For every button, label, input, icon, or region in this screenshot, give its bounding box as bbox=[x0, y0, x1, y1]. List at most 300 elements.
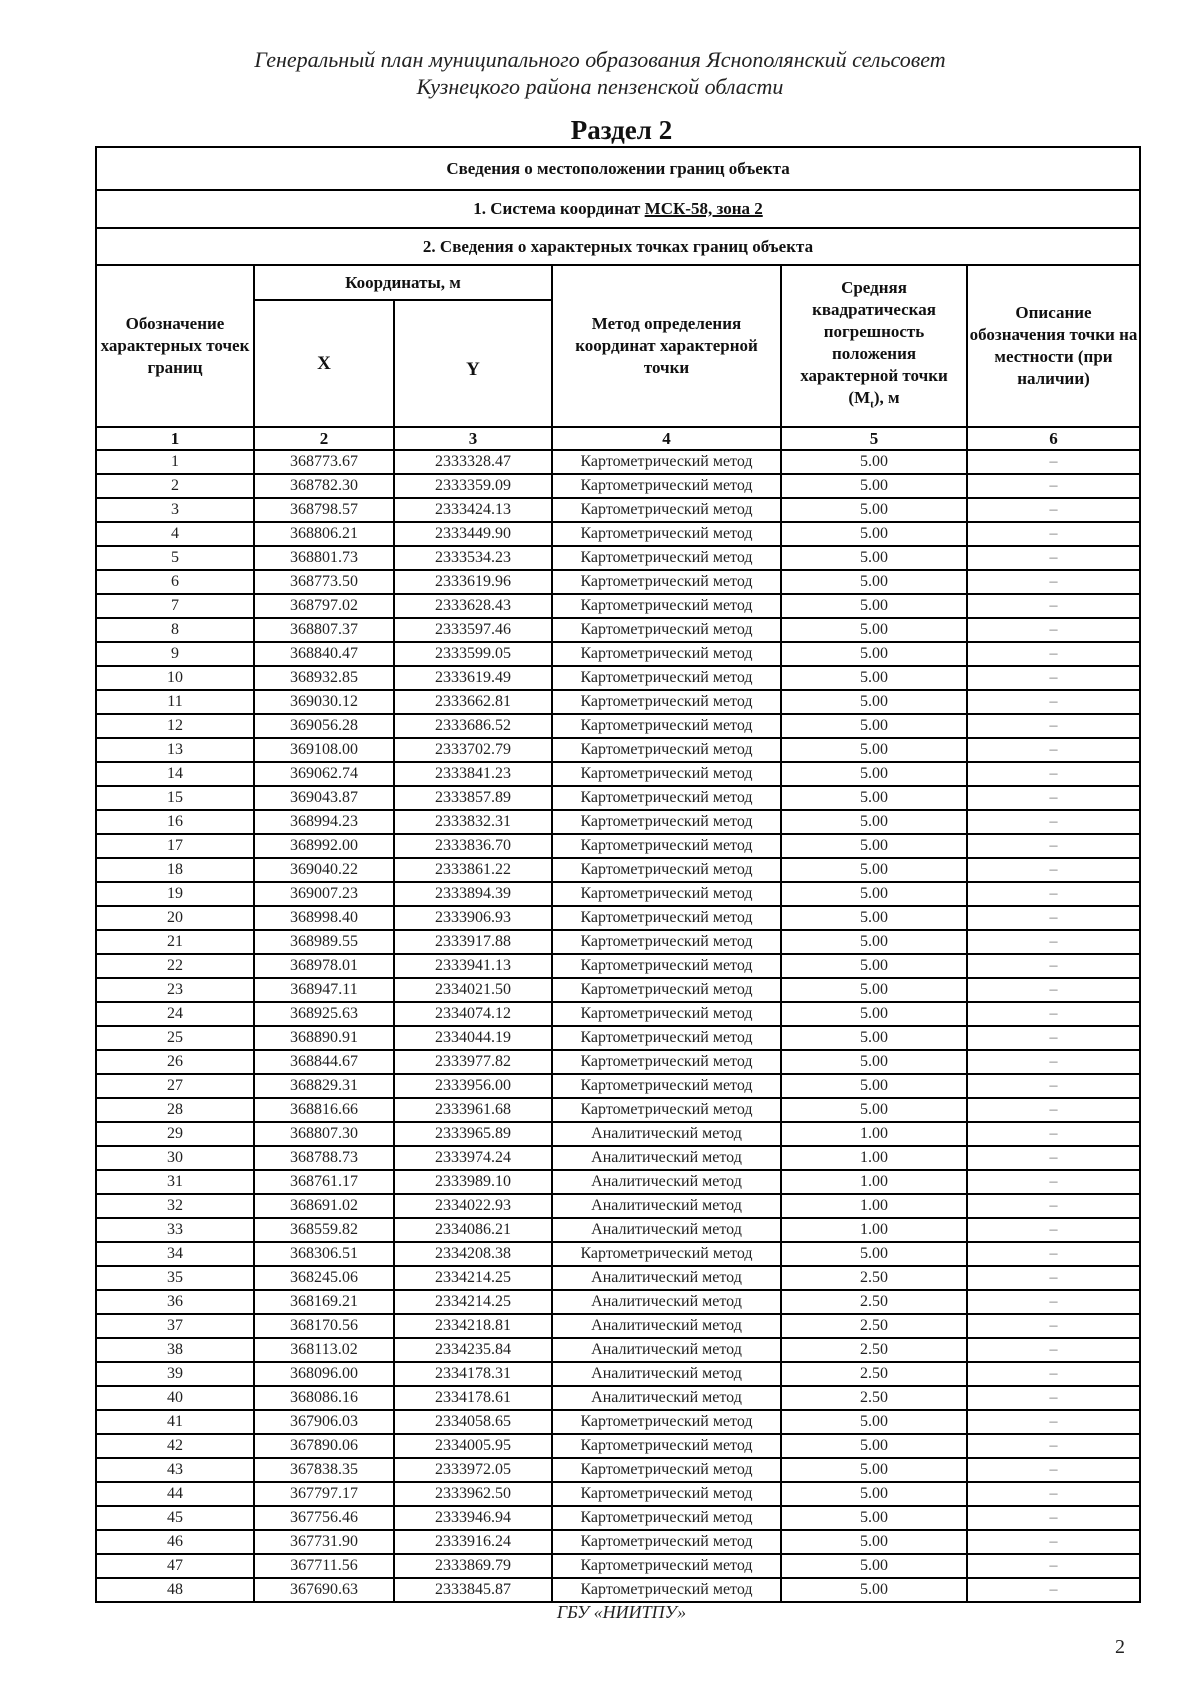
cell-point-id: 11 bbox=[96, 690, 254, 714]
cell-accuracy: 5.00 bbox=[781, 1578, 967, 1602]
cell-coord-y: 2333599.05 bbox=[394, 642, 552, 666]
cell-description: – bbox=[967, 1410, 1140, 1434]
cell-accuracy: 5.00 bbox=[781, 786, 967, 810]
table-row bbox=[96, 738, 1140, 762]
cell-accuracy: 5.00 bbox=[781, 1026, 967, 1050]
cell-accuracy: 5.00 bbox=[781, 738, 967, 762]
cell-coord-y: 2333894.39 bbox=[394, 882, 552, 906]
cell-method: Картометрический метод bbox=[552, 1026, 781, 1050]
cell-method: Картометрический метод bbox=[552, 1578, 781, 1602]
header-row-1 bbox=[96, 265, 1140, 300]
table-row bbox=[96, 1266, 1140, 1290]
cell-point-id: 37 bbox=[96, 1314, 254, 1338]
cell-coord-x: 368306.51 bbox=[254, 1242, 394, 1266]
cell-method: Картометрический метод bbox=[552, 498, 781, 522]
cell-coord-x: 367711.56 bbox=[254, 1554, 394, 1578]
cell-point-id: 28 bbox=[96, 1098, 254, 1122]
cell-coord-x: 368169.21 bbox=[254, 1290, 394, 1314]
cell-point-id: 10 bbox=[96, 666, 254, 690]
cell-coord-y: 2333597.46 bbox=[394, 618, 552, 642]
cell-coord-y: 2333941.13 bbox=[394, 954, 552, 978]
cell-method: Картометрический метод bbox=[552, 810, 781, 834]
cell-method: Аналитический метод bbox=[552, 1314, 781, 1338]
cell-coord-x: 368840.47 bbox=[254, 642, 394, 666]
cell-coord-x: 368691.02 bbox=[254, 1194, 394, 1218]
cell-accuracy: 2.50 bbox=[781, 1290, 967, 1314]
cell-accuracy: 5.00 bbox=[781, 594, 967, 618]
cell-method: Картометрический метод bbox=[552, 954, 781, 978]
cell-description: – bbox=[967, 1362, 1140, 1386]
cell-description: – bbox=[967, 1554, 1140, 1578]
cell-point-id: 32 bbox=[96, 1194, 254, 1218]
cell-description: – bbox=[967, 762, 1140, 786]
cell-accuracy: 1.00 bbox=[781, 1170, 967, 1194]
cell-description: – bbox=[967, 1290, 1140, 1314]
cell-description: – bbox=[967, 1122, 1140, 1146]
table-row bbox=[96, 450, 1140, 474]
cell-coord-y: 2334235.84 bbox=[394, 1338, 552, 1362]
header-description: Описание обозначения точки на местности (при наличии) bbox=[967, 265, 1140, 427]
points-info-label: 2. Сведения о характерных точках границ объекта bbox=[96, 228, 1140, 265]
table-row bbox=[96, 1194, 1140, 1218]
cell-method: Картометрический метод bbox=[552, 762, 781, 786]
cell-accuracy: 5.00 bbox=[781, 1098, 967, 1122]
cell-description: – bbox=[967, 810, 1140, 834]
cell-point-id: 2 bbox=[96, 474, 254, 498]
cell-accuracy: 5.00 bbox=[781, 882, 967, 906]
cell-description: – bbox=[967, 1338, 1140, 1362]
table-row bbox=[96, 522, 1140, 546]
cell-coord-y: 2334208.38 bbox=[394, 1242, 552, 1266]
cell-method: Картометрический метод bbox=[552, 1506, 781, 1530]
cell-accuracy: 2.50 bbox=[781, 1314, 967, 1338]
cell-description: – bbox=[967, 1482, 1140, 1506]
cell-accuracy: 5.00 bbox=[781, 1410, 967, 1434]
cell-accuracy: 2.50 bbox=[781, 1338, 967, 1362]
cell-method: Аналитический метод bbox=[552, 1122, 781, 1146]
cell-description: – bbox=[967, 714, 1140, 738]
cell-coord-y: 2333702.79 bbox=[394, 738, 552, 762]
cell-coord-x: 368816.66 bbox=[254, 1098, 394, 1122]
cell-description: – bbox=[967, 930, 1140, 954]
cell-description: – bbox=[967, 1146, 1140, 1170]
cell-accuracy: 5.00 bbox=[781, 474, 967, 498]
cell-method: Картометрический метод bbox=[552, 570, 781, 594]
cell-point-id: 3 bbox=[96, 498, 254, 522]
cell-method: Картометрический метод bbox=[552, 1458, 781, 1482]
cell-coord-x: 368170.56 bbox=[254, 1314, 394, 1338]
cell-accuracy: 5.00 bbox=[781, 450, 967, 474]
cell-accuracy: 5.00 bbox=[781, 690, 967, 714]
table-row bbox=[96, 1506, 1140, 1530]
cell-description: – bbox=[967, 1050, 1140, 1074]
cell-accuracy: 5.00 bbox=[781, 762, 967, 786]
table-row bbox=[96, 498, 1140, 522]
cell-method: Картометрический метод bbox=[552, 642, 781, 666]
cell-coord-x: 368844.67 bbox=[254, 1050, 394, 1074]
cell-description: – bbox=[967, 1434, 1140, 1458]
document-header-line-1: Генеральный план муниципального образования Яснополянский сельсовет bbox=[254, 47, 946, 72]
cell-coord-y: 2333832.31 bbox=[394, 810, 552, 834]
cell-coord-x: 368761.17 bbox=[254, 1170, 394, 1194]
coordinate-system bbox=[96, 190, 1140, 228]
table-row bbox=[96, 1314, 1140, 1338]
cell-accuracy: 5.00 bbox=[781, 570, 967, 594]
cell-description: – bbox=[967, 690, 1140, 714]
cell-accuracy: 2.50 bbox=[781, 1386, 967, 1410]
cell-coord-x: 369056.28 bbox=[254, 714, 394, 738]
cell-accuracy: 5.00 bbox=[781, 666, 967, 690]
table-row bbox=[96, 1554, 1140, 1578]
cell-point-id: 25 bbox=[96, 1026, 254, 1050]
cell-method: Картометрический метод bbox=[552, 522, 781, 546]
cell-accuracy: 5.00 bbox=[781, 906, 967, 930]
table-row bbox=[96, 834, 1140, 858]
cell-accuracy: 5.00 bbox=[781, 954, 967, 978]
table-row bbox=[96, 1482, 1140, 1506]
cell-coord-y: 2333534.23 bbox=[394, 546, 552, 570]
cell-accuracy: 5.00 bbox=[781, 1002, 967, 1026]
cell-point-id: 33 bbox=[96, 1218, 254, 1242]
boundary-points-table bbox=[95, 146, 1141, 1603]
points-info-row bbox=[96, 228, 1140, 265]
cell-coord-x: 368801.73 bbox=[254, 546, 394, 570]
cell-point-id: 41 bbox=[96, 1410, 254, 1434]
table-row bbox=[96, 978, 1140, 1002]
table-row bbox=[96, 546, 1140, 570]
cell-description: – bbox=[967, 474, 1140, 498]
cell-coord-x: 367690.63 bbox=[254, 1578, 394, 1602]
table-row bbox=[96, 570, 1140, 594]
table-row bbox=[96, 666, 1140, 690]
cell-point-id: 19 bbox=[96, 882, 254, 906]
cell-coord-x: 368947.11 bbox=[254, 978, 394, 1002]
cell-point-id: 26 bbox=[96, 1050, 254, 1074]
cell-coord-x: 368829.31 bbox=[254, 1074, 394, 1098]
cell-description: – bbox=[967, 858, 1140, 882]
cell-coord-x: 368989.55 bbox=[254, 930, 394, 954]
column-number: 2 bbox=[254, 427, 394, 450]
cell-point-id: 5 bbox=[96, 546, 254, 570]
cell-coord-y: 2333965.89 bbox=[394, 1122, 552, 1146]
table-row bbox=[96, 1218, 1140, 1242]
cell-coord-x: 367890.06 bbox=[254, 1434, 394, 1458]
cell-description: – bbox=[967, 834, 1140, 858]
cell-point-id: 4 bbox=[96, 522, 254, 546]
cell-point-id: 9 bbox=[96, 642, 254, 666]
cell-description: – bbox=[967, 1506, 1140, 1530]
cell-method: Аналитический метод bbox=[552, 1266, 781, 1290]
cell-description: – bbox=[967, 1194, 1140, 1218]
cell-method: Аналитический метод bbox=[552, 1338, 781, 1362]
cell-accuracy: 5.00 bbox=[781, 978, 967, 1002]
table-caption: Сведения о местоположении границ объекта bbox=[96, 147, 1140, 190]
cell-method: Аналитический метод bbox=[552, 1290, 781, 1314]
cell-coord-x: 369040.22 bbox=[254, 858, 394, 882]
table-row bbox=[96, 1002, 1140, 1026]
table-row bbox=[96, 1338, 1140, 1362]
cell-accuracy: 5.00 bbox=[781, 546, 967, 570]
table-row bbox=[96, 594, 1140, 618]
cell-coord-y: 2334178.61 bbox=[394, 1386, 552, 1410]
cell-point-id: 30 bbox=[96, 1146, 254, 1170]
header-coordinates: Координаты, м bbox=[254, 265, 552, 300]
cell-description: – bbox=[967, 1026, 1140, 1050]
cell-point-id: 1 bbox=[96, 450, 254, 474]
cell-accuracy: 5.00 bbox=[781, 834, 967, 858]
cell-accuracy: 5.00 bbox=[781, 1482, 967, 1506]
cell-description: – bbox=[967, 546, 1140, 570]
cell-point-id: 24 bbox=[96, 1002, 254, 1026]
cell-accuracy: 5.00 bbox=[781, 1242, 967, 1266]
cell-method: Аналитический метод bbox=[552, 1146, 781, 1170]
cell-point-id: 18 bbox=[96, 858, 254, 882]
cell-coord-x: 368788.73 bbox=[254, 1146, 394, 1170]
table-row bbox=[96, 882, 1140, 906]
table-row bbox=[96, 906, 1140, 930]
table-row bbox=[96, 1170, 1140, 1194]
table-row bbox=[96, 1362, 1140, 1386]
cell-coord-x: 368998.40 bbox=[254, 906, 394, 930]
cell-method: Картометрический метод bbox=[552, 738, 781, 762]
table-row bbox=[96, 618, 1140, 642]
cell-coord-y: 2334005.95 bbox=[394, 1434, 552, 1458]
table-row bbox=[96, 1434, 1140, 1458]
cell-coord-y: 2333857.89 bbox=[394, 786, 552, 810]
table-row bbox=[96, 1122, 1140, 1146]
cell-description: – bbox=[967, 1098, 1140, 1122]
cell-point-id: 8 bbox=[96, 618, 254, 642]
cell-accuracy: 5.00 bbox=[781, 1074, 967, 1098]
cell-point-id: 6 bbox=[96, 570, 254, 594]
column-number: 1 bbox=[96, 427, 254, 450]
cell-coord-x: 367838.35 bbox=[254, 1458, 394, 1482]
cell-coord-x: 368782.30 bbox=[254, 474, 394, 498]
footer-organization: ГБУ «НИИТПУ» bbox=[556, 1602, 687, 1622]
column-number: 4 bbox=[552, 427, 781, 450]
cell-method: Картометрический метод bbox=[552, 1410, 781, 1434]
cell-coord-x: 368978.01 bbox=[254, 954, 394, 978]
column-numbers-row bbox=[96, 427, 1140, 450]
cell-coord-y: 2333916.24 bbox=[394, 1530, 552, 1554]
table-caption-row bbox=[96, 147, 1140, 190]
cell-accuracy: 5.00 bbox=[781, 714, 967, 738]
table-row bbox=[96, 474, 1140, 498]
header-method: Метод определения координат характерной точки bbox=[552, 265, 781, 427]
cell-description: – bbox=[967, 906, 1140, 930]
cell-description: – bbox=[967, 1530, 1140, 1554]
cell-coord-x: 368096.00 bbox=[254, 1362, 394, 1386]
cell-accuracy: 5.00 bbox=[781, 1506, 967, 1530]
cell-accuracy: 5.00 bbox=[781, 1050, 967, 1074]
table-row bbox=[96, 714, 1140, 738]
cell-method: Картометрический метод bbox=[552, 834, 781, 858]
cell-coord-x: 368773.50 bbox=[254, 570, 394, 594]
cell-coord-y: 2334022.93 bbox=[394, 1194, 552, 1218]
header-y: Y bbox=[394, 300, 552, 427]
cell-coord-x: 367797.17 bbox=[254, 1482, 394, 1506]
cell-method: Картометрический метод bbox=[552, 474, 781, 498]
cell-point-id: 29 bbox=[96, 1122, 254, 1146]
table-row bbox=[96, 1290, 1140, 1314]
cell-point-id: 43 bbox=[96, 1458, 254, 1482]
cell-description: – bbox=[967, 522, 1140, 546]
cell-point-id: 22 bbox=[96, 954, 254, 978]
cell-coord-y: 2333989.10 bbox=[394, 1170, 552, 1194]
cell-coord-y: 2333917.88 bbox=[394, 930, 552, 954]
cell-coord-y: 2334021.50 bbox=[394, 978, 552, 1002]
cell-coord-x: 368798.57 bbox=[254, 498, 394, 522]
table-row bbox=[96, 1386, 1140, 1410]
cell-method: Картометрический метод bbox=[552, 666, 781, 690]
cell-coord-x: 368806.21 bbox=[254, 522, 394, 546]
cell-point-id: 14 bbox=[96, 762, 254, 786]
cell-accuracy: 1.00 bbox=[781, 1122, 967, 1146]
table-row bbox=[96, 762, 1140, 786]
cell-method: Картометрический метод bbox=[552, 930, 781, 954]
coordinate-system-value: МСК-58, зона 2 bbox=[644, 199, 763, 218]
cell-method: Картометрический метод bbox=[552, 858, 781, 882]
cell-description: – bbox=[967, 738, 1140, 762]
table-row bbox=[96, 1410, 1140, 1434]
cell-description: – bbox=[967, 642, 1140, 666]
cell-point-id: 48 bbox=[96, 1578, 254, 1602]
cell-point-id: 21 bbox=[96, 930, 254, 954]
cell-coord-x: 368773.67 bbox=[254, 450, 394, 474]
cell-method: Картометрический метод bbox=[552, 1002, 781, 1026]
cell-description: – bbox=[967, 1170, 1140, 1194]
cell-coord-y: 2334074.12 bbox=[394, 1002, 552, 1026]
cell-description: – bbox=[967, 1386, 1140, 1410]
cell-point-id: 45 bbox=[96, 1506, 254, 1530]
table-row bbox=[96, 642, 1140, 666]
cell-coord-x: 369030.12 bbox=[254, 690, 394, 714]
cell-point-id: 35 bbox=[96, 1266, 254, 1290]
cell-description: – bbox=[967, 1002, 1140, 1026]
cell-coord-y: 2334214.25 bbox=[394, 1290, 552, 1314]
cell-description: – bbox=[967, 666, 1140, 690]
cell-coord-y: 2333836.70 bbox=[394, 834, 552, 858]
cell-point-id: 38 bbox=[96, 1338, 254, 1362]
cell-coord-y: 2333628.43 bbox=[394, 594, 552, 618]
cell-point-id: 15 bbox=[96, 786, 254, 810]
cell-point-id: 27 bbox=[96, 1074, 254, 1098]
cell-coord-y: 2333686.52 bbox=[394, 714, 552, 738]
cell-point-id: 20 bbox=[96, 906, 254, 930]
cell-coord-x: 368932.85 bbox=[254, 666, 394, 690]
cell-coord-x: 368994.23 bbox=[254, 810, 394, 834]
table-row bbox=[96, 1458, 1140, 1482]
cell-coord-y: 2334044.19 bbox=[394, 1026, 552, 1050]
cell-method: Картометрический метод bbox=[552, 1530, 781, 1554]
cell-method: Картометрический метод bbox=[552, 1434, 781, 1458]
cell-coord-y: 2333449.90 bbox=[394, 522, 552, 546]
cell-coord-y: 2333619.96 bbox=[394, 570, 552, 594]
coordinate-system-row bbox=[96, 190, 1140, 228]
cell-description: – bbox=[967, 1242, 1140, 1266]
cell-point-id: 16 bbox=[96, 810, 254, 834]
cell-point-id: 42 bbox=[96, 1434, 254, 1458]
table-row bbox=[96, 810, 1140, 834]
cell-coord-x: 368992.00 bbox=[254, 834, 394, 858]
table-row bbox=[96, 1146, 1140, 1170]
cell-method: Картометрический метод bbox=[552, 1554, 781, 1578]
cell-description: – bbox=[967, 882, 1140, 906]
cell-coord-x: 367731.90 bbox=[254, 1530, 394, 1554]
cell-method: Картометрический метод bbox=[552, 1482, 781, 1506]
cell-description: – bbox=[967, 978, 1140, 1002]
cell-method: Картометрический метод bbox=[552, 714, 781, 738]
cell-description: – bbox=[967, 786, 1140, 810]
cell-method: Аналитический метод bbox=[552, 1386, 781, 1410]
cell-coord-x: 368559.82 bbox=[254, 1218, 394, 1242]
cell-description: – bbox=[967, 618, 1140, 642]
cell-description: – bbox=[967, 1266, 1140, 1290]
cell-accuracy: 5.00 bbox=[781, 522, 967, 546]
cell-accuracy: 5.00 bbox=[781, 1554, 967, 1578]
cell-accuracy: 5.00 bbox=[781, 810, 967, 834]
cell-accuracy: 2.50 bbox=[781, 1362, 967, 1386]
cell-method: Картометрический метод bbox=[552, 1242, 781, 1266]
cell-coord-y: 2334214.25 bbox=[394, 1266, 552, 1290]
cell-accuracy: 5.00 bbox=[781, 498, 967, 522]
cell-method: Картометрический метод bbox=[552, 690, 781, 714]
cell-method: Картометрический метод bbox=[552, 1050, 781, 1074]
cell-point-id: 17 bbox=[96, 834, 254, 858]
cell-point-id: 39 bbox=[96, 1362, 254, 1386]
cell-coord-y: 2333424.13 bbox=[394, 498, 552, 522]
table-row bbox=[96, 1530, 1140, 1554]
cell-accuracy: 1.00 bbox=[781, 1218, 967, 1242]
cell-method: Картометрический метод bbox=[552, 618, 781, 642]
cell-coord-x: 368925.63 bbox=[254, 1002, 394, 1026]
cell-method: Аналитический метод bbox=[552, 1170, 781, 1194]
cell-description: – bbox=[967, 1218, 1140, 1242]
column-number: 5 bbox=[781, 427, 967, 450]
cell-coord-y: 2333961.68 bbox=[394, 1098, 552, 1122]
cell-point-id: 47 bbox=[96, 1554, 254, 1578]
header-point-designation: Обозначение характерных точек границ bbox=[96, 265, 254, 427]
cell-point-id: 34 bbox=[96, 1242, 254, 1266]
cell-point-id: 12 bbox=[96, 714, 254, 738]
column-number: 6 bbox=[967, 427, 1140, 450]
cell-coord-x: 368113.02 bbox=[254, 1338, 394, 1362]
cell-coord-y: 2333974.24 bbox=[394, 1146, 552, 1170]
table-row bbox=[96, 1578, 1140, 1602]
cell-description: – bbox=[967, 1458, 1140, 1482]
table-row bbox=[96, 858, 1140, 882]
cell-point-id: 36 bbox=[96, 1290, 254, 1314]
table-row bbox=[96, 690, 1140, 714]
cell-coord-y: 2333906.93 bbox=[394, 906, 552, 930]
cell-coord-x: 367906.03 bbox=[254, 1410, 394, 1434]
table-row bbox=[96, 1026, 1140, 1050]
cell-method: Картометрический метод bbox=[552, 1074, 781, 1098]
cell-coord-x: 368245.06 bbox=[254, 1266, 394, 1290]
cell-coord-x: 368807.30 bbox=[254, 1122, 394, 1146]
cell-coord-y: 2333972.05 bbox=[394, 1458, 552, 1482]
coordinate-system-label: 1. Система координат bbox=[473, 199, 645, 218]
document-header-line-2: Кузнецкого района пензенской области bbox=[416, 74, 784, 99]
cell-point-id: 44 bbox=[96, 1482, 254, 1506]
cell-coord-y: 2333845.87 bbox=[394, 1578, 552, 1602]
cell-description: – bbox=[967, 594, 1140, 618]
section-title: Раздел 2 bbox=[570, 115, 673, 145]
header-accuracy: Средняя квадратическая погрешность положения характерной точки $(M_t)$, м bbox=[781, 265, 967, 427]
cell-method: Аналитический метод bbox=[552, 1194, 781, 1218]
cell-accuracy: 1.00 bbox=[781, 1146, 967, 1170]
cell-coord-y: 2333977.82 bbox=[394, 1050, 552, 1074]
